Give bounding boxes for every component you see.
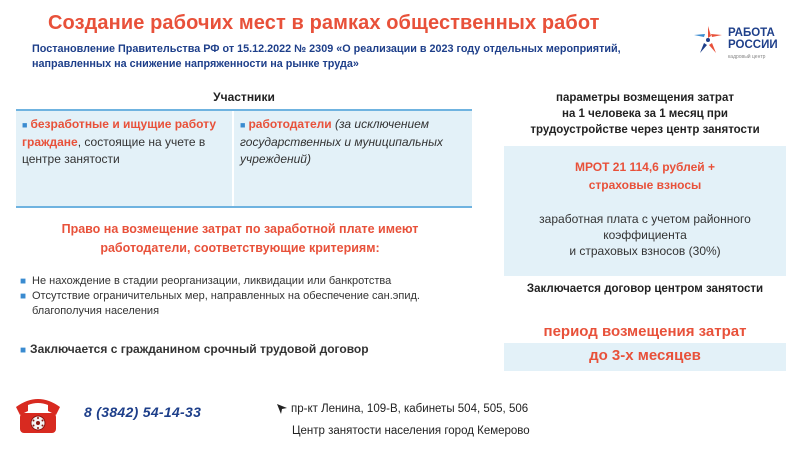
logo-line-1: РАБОТА bbox=[728, 27, 775, 39]
criterion-text: Не нахождение в стадии реорганизации, ликвидации или банкротства bbox=[32, 275, 392, 287]
citizens-highlight: безработные и ищущие работу граждане bbox=[22, 117, 217, 149]
employers-highlight: работодатели bbox=[248, 117, 332, 131]
bullet-icon: ■ bbox=[20, 276, 27, 287]
reimbursement-heading-line-2: работодатели, соответствующие критериям: bbox=[100, 241, 380, 255]
participants-heading: Участники bbox=[16, 86, 472, 108]
reimbursement-heading-line-1: Право на возмещение затрат по заработной плате имеют bbox=[61, 222, 419, 236]
logo-star-icon bbox=[692, 24, 724, 56]
employers-rest: (за исключением государственных и муниципальных учреждений) bbox=[240, 117, 443, 166]
phone-number: 8 (3842) 54-14-33 bbox=[84, 404, 202, 420]
bullet-icon: ■ bbox=[20, 291, 27, 302]
phone-icon bbox=[14, 393, 62, 437]
period-title: период возмещения затрат bbox=[543, 323, 747, 340]
participants-divider bbox=[232, 111, 234, 206]
params-title-line-2: на 1 человека за 1 месяц при bbox=[562, 108, 728, 120]
center-name: Центр занятости населения город Кемерово bbox=[292, 425, 530, 437]
term-contract bbox=[20, 342, 470, 356]
participant-employers bbox=[240, 116, 465, 168]
salary-line-3: и страховых взносов (30%) bbox=[569, 244, 721, 258]
salary-text bbox=[504, 211, 786, 259]
decree-text bbox=[32, 42, 662, 72]
period-value: до 3-х месяцев bbox=[589, 347, 701, 364]
list-item bbox=[20, 274, 470, 289]
rabota-rossii-logo bbox=[692, 24, 796, 64]
reimbursement-heading bbox=[40, 220, 440, 258]
salary-line-1: заработная плата с учетом районного bbox=[539, 212, 751, 226]
bullet-icon: ■ bbox=[240, 120, 246, 130]
criterion-text: Отсутствие ограничительных мер, направленных на обеспечение сан.эпид. благополучия населения bbox=[32, 290, 420, 317]
pointer-pin-icon bbox=[276, 403, 288, 415]
list-item bbox=[20, 289, 470, 319]
params-title bbox=[504, 90, 786, 138]
params-title-line-3: трудоустройстве через центр занятости bbox=[530, 124, 760, 136]
mrot-line-2: страховые взносы bbox=[588, 178, 702, 192]
decree-line-2: направленных на снижение напряженности на рынке труда» bbox=[32, 58, 359, 70]
citizens-rest: , состоящие на учете в центре занятости bbox=[22, 135, 206, 166]
logo-text bbox=[728, 27, 778, 51]
page-title: Создание рабочих мест в рамках общественных работ bbox=[48, 12, 600, 34]
participants-rule-bottom bbox=[16, 206, 472, 208]
address bbox=[276, 403, 528, 415]
bullet-icon: ■ bbox=[20, 345, 27, 356]
bullet-icon: ■ bbox=[22, 120, 28, 130]
participant-citizens bbox=[22, 116, 227, 168]
decree-line-1: Постановление Правительства РФ от 15.12.2022 № 2309 «О реализации в 2023 году отдельных мероприятий, bbox=[32, 43, 621, 55]
contract-center-text: Заключается договор центром занятости bbox=[526, 283, 764, 295]
mrot-line-1: МРОТ 21 114,6 рублей + bbox=[574, 160, 716, 174]
criteria-list bbox=[20, 274, 470, 319]
logo-subtitle: кадровый центр bbox=[728, 54, 766, 60]
params-title-line-1: параметры возмещения затрат bbox=[556, 92, 734, 104]
salary-line-2: коэффициента bbox=[603, 228, 687, 242]
address-text: пр-кт Ленина, 109-В, кабинеты 504, 505, 506 bbox=[291, 403, 529, 415]
term-contract-text: Заключается с гражданином срочный трудовой договор bbox=[30, 342, 369, 356]
mrot-text bbox=[504, 158, 786, 194]
logo-line-2: РОССИИ bbox=[728, 39, 778, 51]
